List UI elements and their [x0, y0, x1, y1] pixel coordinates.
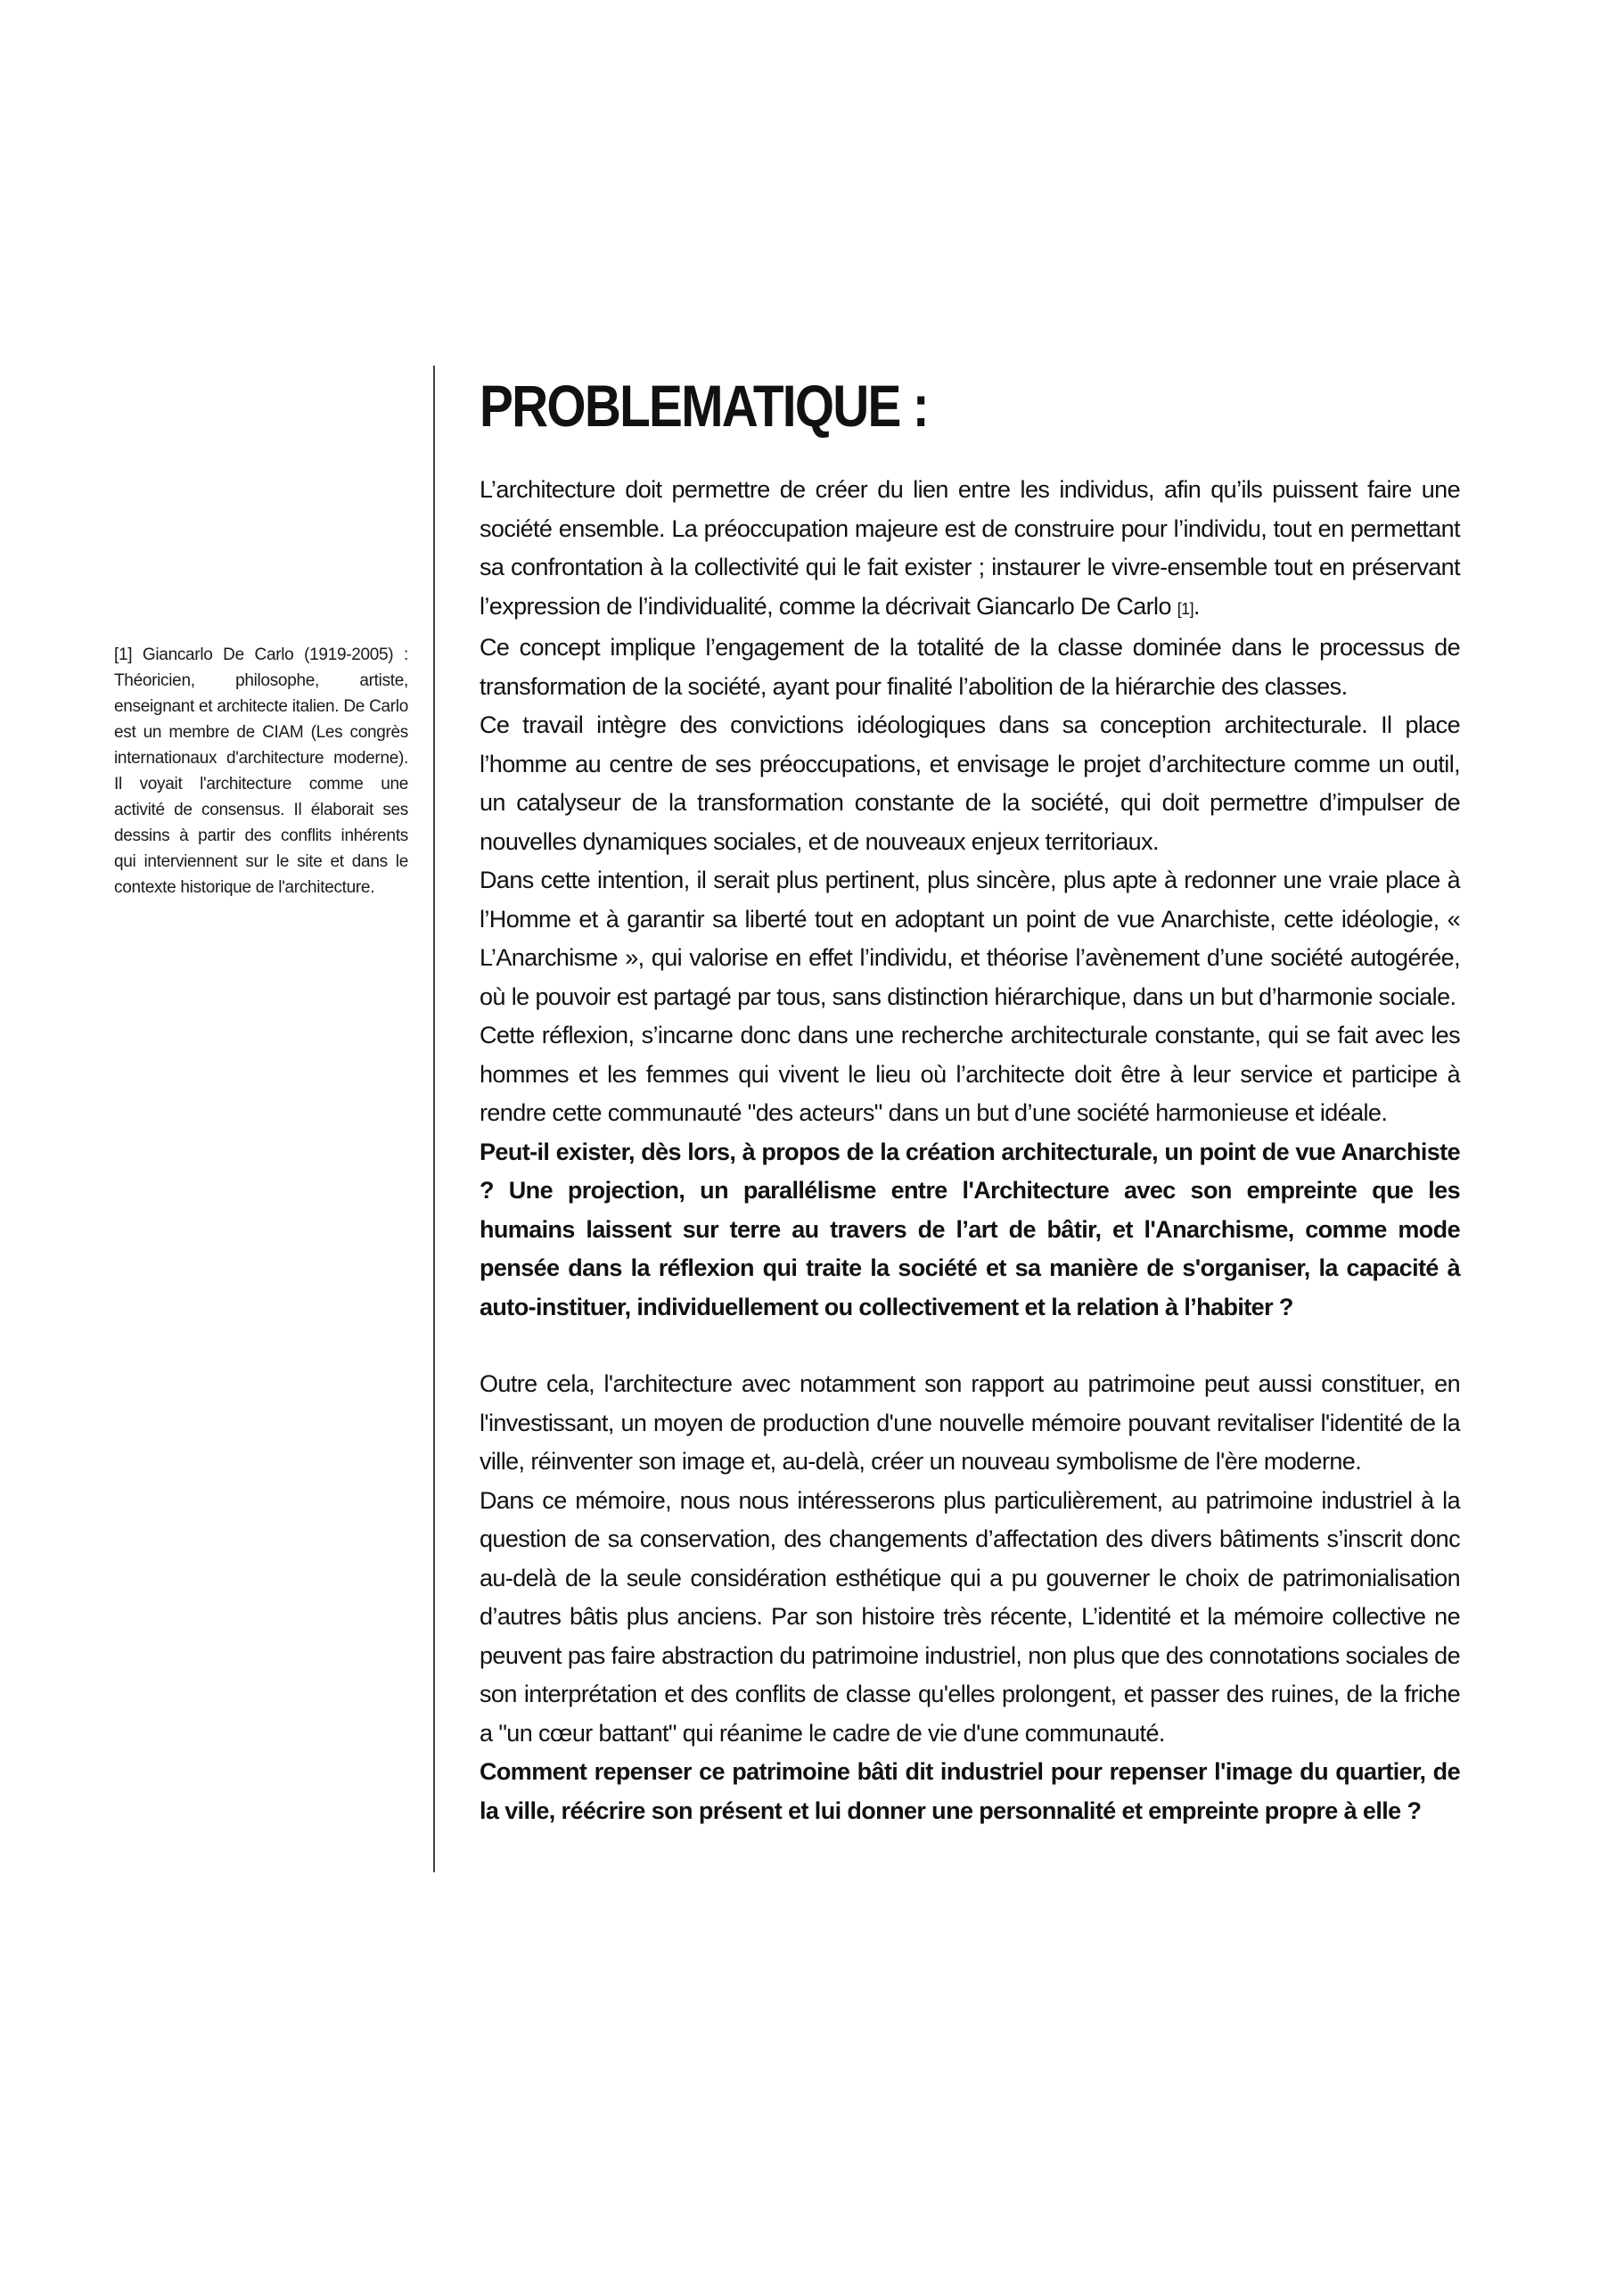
paragraph-4: Dans cette intention, il serait plus pertinent, plus sincère, plus apte à redonner une vraie place à l’Homme et à garantir sa liberté tout en adoptant un point de vue Anarchiste, cette idéologie, « L’Anarchisme », qui valorise en effet l’individu, et théorise l’avènement d’une société autogérée, où le pouvoir est partagé par tous, sans distinction hiérarchique, dans un but d’harmonie sociale.: [480, 867, 1460, 1010]
page-title: PROBLEMATIQUE :: [480, 373, 928, 439]
paragraph-gap: [480, 1327, 1460, 1365]
research-question-2: Comment repenser ce patrimoine bâti dit industriel pour repenser l'image du quartier, de la ville, réécrire son présent et lui donner une personnalité et empreinte propre à elle ?: [480, 1758, 1460, 1824]
paragraph-1-text: L’architecture doit permettre de créer du lien entre les individus, afin qu’ils puissent faire une société ensemble. La préoccupation majeure est de construire pour l’individu, tout en permettant sa confrontation à la collectivité qui le fait exister ; instaurer le vivre-ensemble tout en préservant l’expression de l’individualité, comme la décrivait Giancarlo De Carlo: [480, 476, 1460, 620]
research-question-1: Peut-il exister, dès lors, à propos de la création architecturale, un point de vue Anarchiste ? Une projection, un parallélisme entre l'Architecture avec son empreinte que les humains laissent sur terre au travers de l’art de bâtir, et l'Anarchisme, comme mode pensée dans la réflexion qui traite la société et sa manière de s'organiser, la capacité à auto-instituer, individuellement ou collectivement et la relation à l’habiter ?: [480, 1138, 1460, 1320]
main-content: [480, 366, 1460, 1830]
paragraph-5: Cette réflexion, s’incarne donc dans une recherche architecturale constante, qui se fait avec les hommes et les femmes qui vivent le lieu où l’architecte doit être à leur service et participe à rendre cette communauté "des acteurs" dans un but d’une société harmonieuse et idéale.: [480, 1022, 1460, 1126]
paragraph-6: Outre cela, l'architecture avec notamment son rapport au patrimoine peut aussi constituer, en l'investissant, un moyen de production d'une nouvelle mémoire pouvant revitaliser l'identité de la ville, réinventer son image et, au-delà, créer un nouveau symbolisme de l'ère moderne.: [480, 1370, 1460, 1475]
paragraph-1-end: .: [1193, 592, 1200, 620]
footnote-sidenote: [1] Giancarlo De Carlo (1919-2005) : Théoricien, philosophe, artiste, enseignant et architecte italien. De Carlo est un membre de CIAM (Les congrès internationaux d'architecture moderne). Il voyait l'architecture comme une activité de consensus. Il élaborait ses dessins à partir des conflits inhérents qui interviennent sur le site et dans le contexte historique de l'architecture.: [114, 645, 408, 897]
paragraph-1: [480, 471, 1460, 629]
paragraph-7: Dans ce mémoire, nous nous intéresserons plus particulièrement, au patrimoine industriel à la question de sa conservation, des changements d’affectation des divers bâtiments s’inscrit donc au-delà de la seule considération esthétique qui a pu gouverner le choix de patrimonialisation d’autres bâtis plus anciens. Par son histoire très récente, L’identité et la mémoire collective ne peuvent pas faire abstraction du patrimoine industriel, non plus que des connotations sociales de son interprétation et des conflits de classe qu'elles prolongent, et passer des ruines, de la friche a "un cœur battant" qui réanime le cadre de vie d'une communauté.: [480, 1486, 1460, 1747]
paragraph-3: Ce travail intègre des convictions idéologiques dans sa conception architecturale. Il place l’homme au centre de ses préoccupations, et envisage le projet d’architecture comme un outil, un catalyseur de la transformation constante de la société, qui doit permettre d’impulser de nouvelles dynamiques sociales, et de nouveaux enjeux territoriaux.: [480, 711, 1460, 855]
footnote-ref: [1]: [1177, 599, 1193, 618]
vertical-divider: [433, 366, 435, 1872]
paragraph-2: Ce concept implique l’engagement de la totalité de la classe dominée dans le processus de transformation de la société, ayant pour finalité l’abolition de la hiérarchie des classes.: [480, 634, 1460, 700]
